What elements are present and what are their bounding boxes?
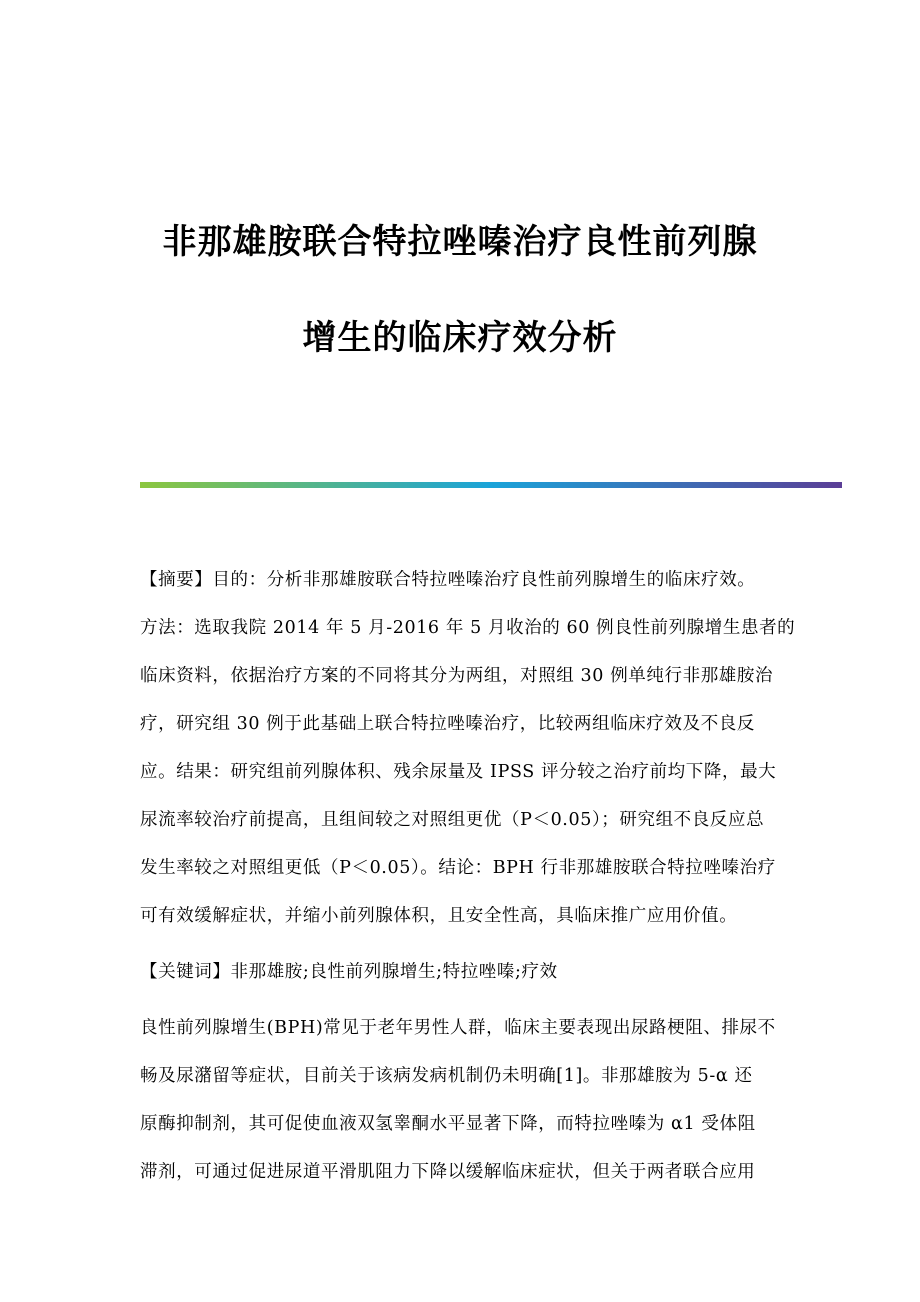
document-title-line-2: 增生的临床疗效分析	[302, 318, 618, 358]
document-title-line-1: 非那雄胺联合特拉唑嗪治疗良性前列腺	[162, 222, 758, 262]
abstract-line: 疗，研究组 30 例于此基础上联合特拉唑嗪治疗，比较两组临床疗效及不良反	[140, 714, 755, 734]
intro-line: 良性前列腺增生(BPH)常见于老年男性人群，临床主要表现出尿路梗阻、排尿不	[140, 1018, 776, 1038]
intro-line: 畅及尿潴留等症状，目前关于该病发病机制仍未明确[1]。非那雄胺为 5-α 还	[140, 1066, 753, 1086]
abstract-line: 应。结果：研究组前列腺体积、残余尿量及 IPSS 评分较之治疗前均下降，最大	[140, 762, 777, 782]
abstract-line: 尿流率较治疗前提高，且组间较之对照组更优（P＜0.05）；研究组不良反应总	[140, 810, 765, 830]
intro-line: 原酶抑制剂，其可促使血液双氢睾酮水平显著下降，而特拉唑嗪为 α1 受体阻	[140, 1114, 756, 1134]
abstract-line: 可有效缓解症状，并缩小前列腺体积，且安全性高，具临床推广应用价值。	[140, 906, 738, 926]
abstract-line: 【摘要】目的：分析非那雄胺联合特拉唑嗪治疗良性前列腺增生的临床疗效。	[140, 570, 756, 590]
abstract-line: 临床资料，依据治疗方案的不同将其分为两组，对照组 30 例单纯行非那雄胺治	[140, 666, 774, 686]
intro-line: 滞剂，可通过促进尿道平滑肌阻力下降以缓解临床症状，但关于两者联合应用	[140, 1162, 756, 1182]
abstract-line: 方法：选取我院 2014 年 5 月-2016 年 5 月收治的 60 例良性前列腺增生患者的	[140, 618, 796, 638]
keywords: 【关键词】非那雄胺;良性前列腺增生;特拉唑嗪;疗效	[140, 962, 558, 982]
title-divider	[140, 482, 842, 488]
abstract-line: 发生率较之对照组更低（P＜0.05）。结论：BPH 行非那雄胺联合特拉唑嗪治疗	[140, 858, 776, 878]
